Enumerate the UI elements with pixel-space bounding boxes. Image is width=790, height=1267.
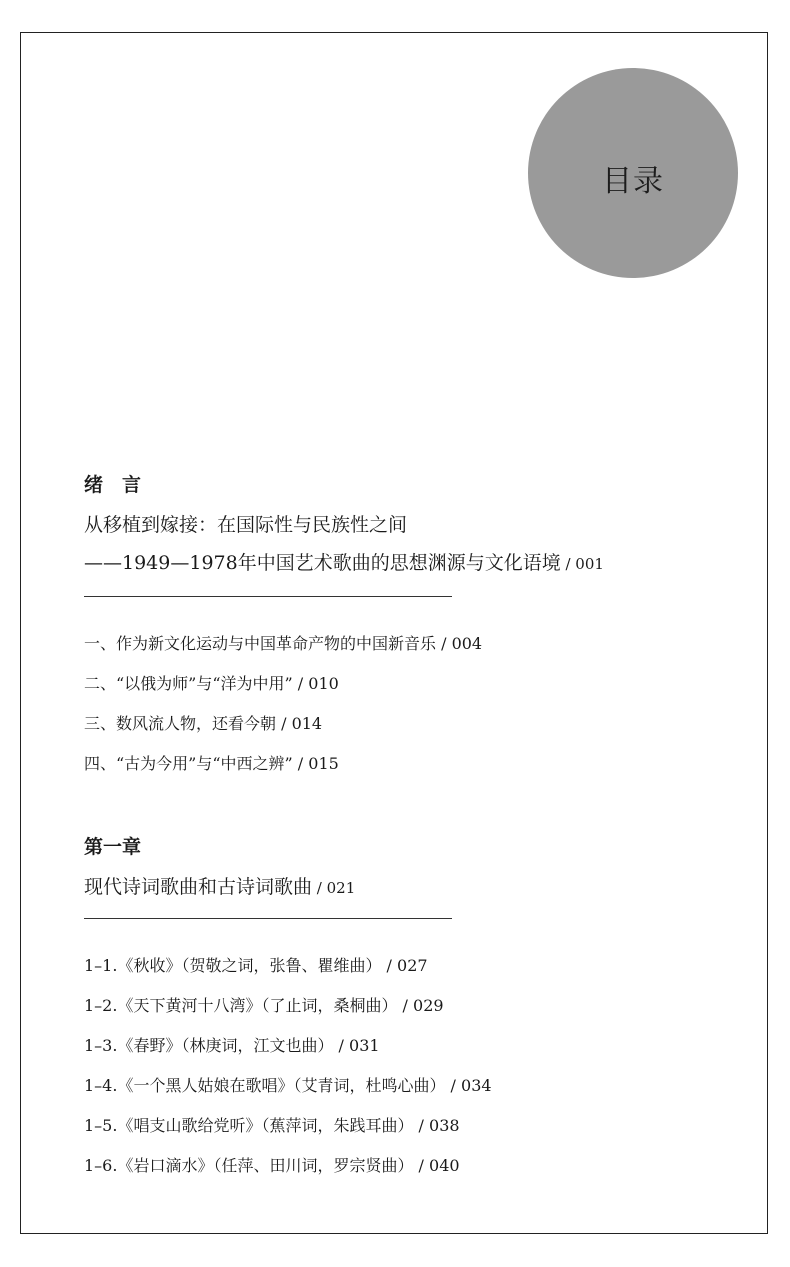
intro-title-line2 [84, 548, 604, 575]
intro-title-line1: 从移植到嫁接：在国际性与民族性之间 [84, 514, 408, 536]
page-title: 目录 [602, 164, 664, 199]
toc-item[interactable]: 1–1.《秋收》（贺敬之词，张鲁、瞿维曲） / 027 [84, 956, 428, 975]
title-circle [528, 68, 738, 278]
toc-item[interactable]: 二、“以俄为师”与“洋为中用” / 010 [84, 674, 339, 693]
toc-item[interactable]: 1–6.《岩口滴水》（任萍、田川词，罗宗贤曲） / 040 [84, 1156, 460, 1175]
toc-item[interactable]: 一、作为新文化运动与中国革命产物的中国新音乐 / 004 [84, 634, 483, 653]
intro-title-line2-text: ——1949—1978年中国艺术歌曲的思想渊源与文化语境 [84, 552, 561, 574]
chapter1-divider [84, 918, 452, 919]
toc-item[interactable]: 1–3.《春野》（林庚词，江文也曲） / 031 [84, 1036, 380, 1055]
chapter1-page-number: / 021 [312, 879, 356, 897]
toc-item[interactable]: 四、“古为今用”与“中西之辨” / 015 [84, 754, 339, 773]
toc-item[interactable]: 1–2.《天下黄河十八湾》（了止词，桑桐曲） / 029 [84, 996, 444, 1015]
chapter1-title-text: 现代诗词歌曲和古诗词歌曲 [84, 876, 313, 898]
intro-page-number: / 001 [560, 555, 604, 573]
chapter1-title [84, 872, 355, 899]
toc-item[interactable]: 三、数风流人物，还看今朝 / 014 [84, 714, 323, 733]
toc-item[interactable]: 1–5.《唱支山歌给党听》（蕉萍词，朱践耳曲） / 038 [84, 1116, 460, 1135]
intro-label: 绪 言 [84, 474, 142, 496]
intro-divider [84, 596, 452, 597]
chapter1-label: 第一章 [84, 836, 142, 858]
toc-item[interactable]: 1–4.《一个黑人姑娘在歌唱》（艾青词，杜鸣心曲） / 034 [84, 1076, 492, 1095]
